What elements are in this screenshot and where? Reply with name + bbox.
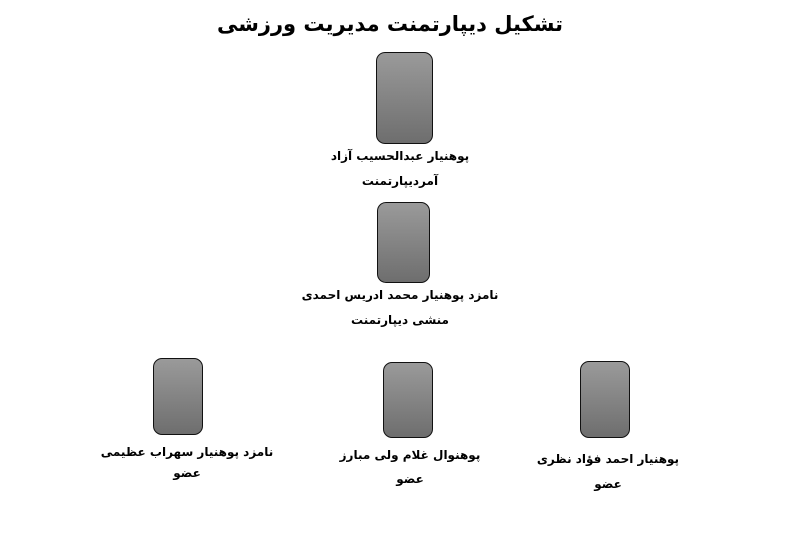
member-name-middle: پوهنوال غلام ولی مبارز	[339, 448, 481, 462]
member-role-middle: عضو	[396, 472, 424, 486]
photo-placeholder-member-middle	[383, 362, 433, 438]
member-name-left: نامزد پوهنیار سهراب عظیمی	[100, 445, 274, 459]
photo-placeholder-member-left	[153, 358, 203, 435]
photo-placeholder-head	[376, 52, 433, 144]
member-name-head: پوهنیار عبدالحسیب آزاد	[330, 149, 470, 163]
member-role-right: عضو	[594, 477, 622, 491]
member-name-secretary: نامزد پوهنیار محمد ادریس احمدی	[301, 288, 499, 302]
member-role-left: عضو	[173, 466, 201, 480]
photo-placeholder-member-right	[580, 361, 630, 438]
member-role-secretary: منشی دیپارتمنت	[351, 313, 449, 327]
photo-placeholder-secretary	[377, 202, 430, 283]
member-name-right: پوهنیار احمد فؤاد نظری	[536, 452, 680, 466]
chart-title: تشکیل دیپارتمنت مدیریت ورزشی	[216, 12, 564, 36]
member-role-head: آمردیپارتمنت	[361, 174, 439, 188]
